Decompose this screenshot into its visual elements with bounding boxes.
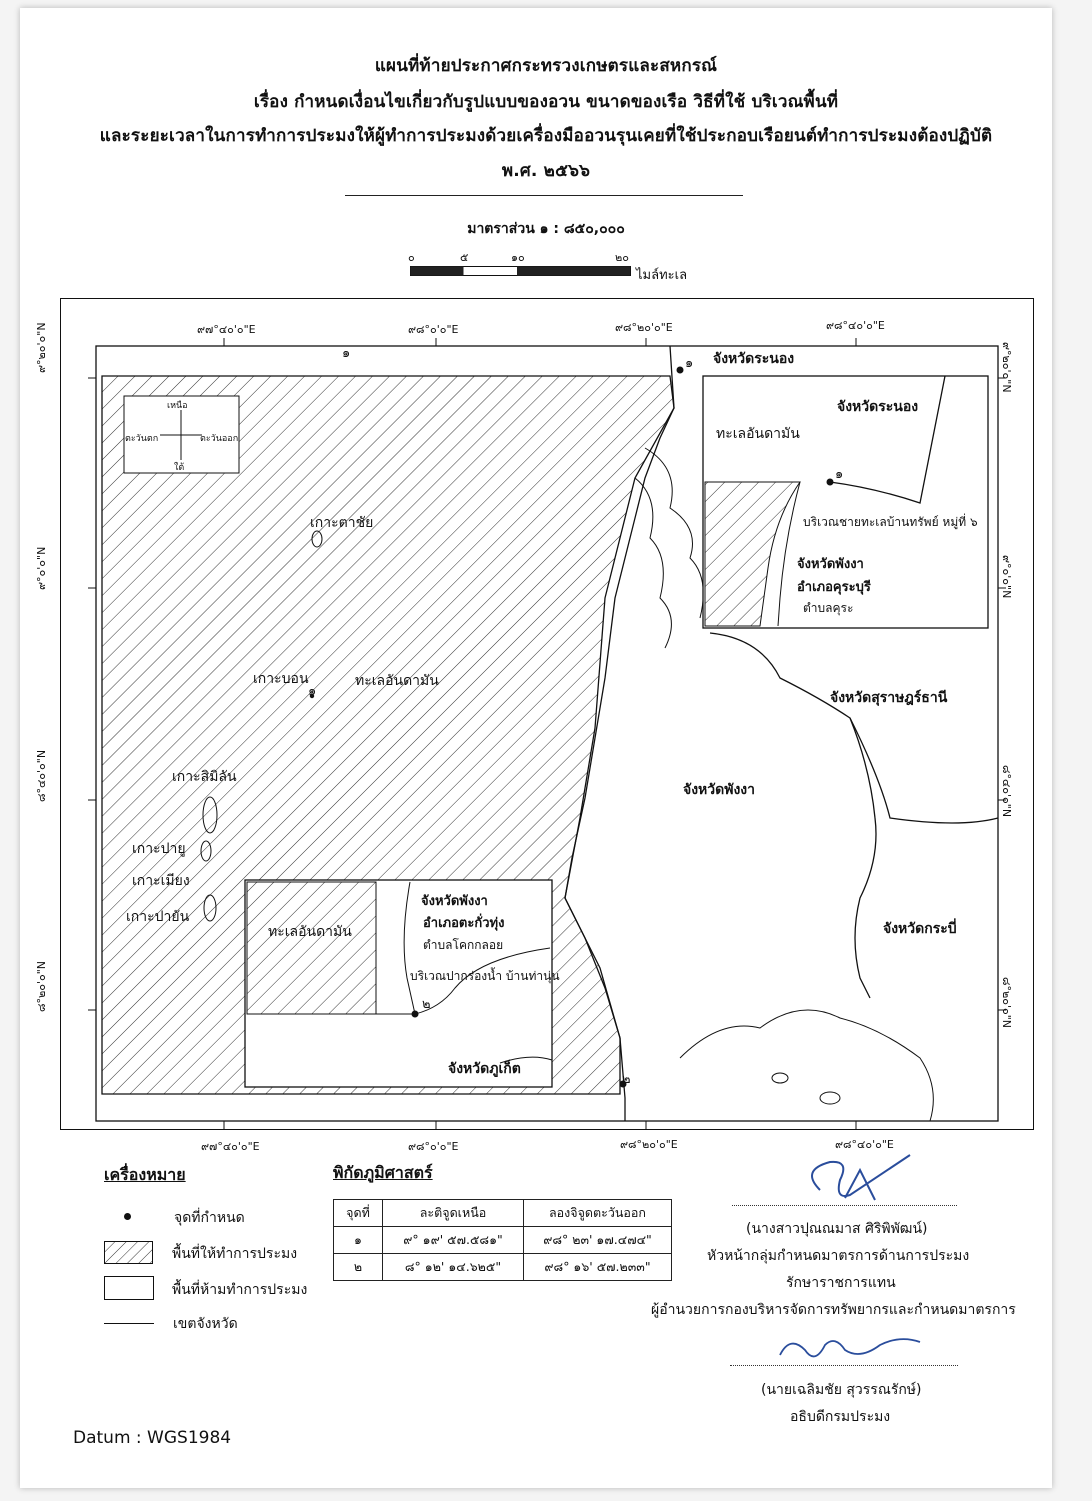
left-coord-4: ๘°๒๐'๐"N [35, 961, 48, 1012]
top-coord-2: ๙๘°๐'๐"E [408, 323, 459, 336]
signature-2-image [770, 1330, 930, 1370]
title-line-4: พ.ศ. ๒๕๖๖ [501, 161, 591, 181]
bottom-coord-2: ๙๘°๐'๐"E [408, 1140, 459, 1153]
table-row [334, 1227, 672, 1254]
label-surat: จังหวัดสุราษฎร์ธานี [830, 690, 948, 706]
coords-cell: ๙° ๑๙' ๕๗.๕๘๑" [383, 1227, 524, 1254]
top-coord-4: ๙๘°๔๐'๐"E [826, 319, 885, 332]
table-row [334, 1254, 672, 1281]
signature-2-title: อธิบดีกรมประมง [790, 1409, 891, 1425]
scale-tick-0: ๐ [408, 251, 415, 264]
coords-cell: ๒ [334, 1254, 383, 1281]
scale-label: มาตราส่วน ๑ : ๘๕๐,๐๐๐ [467, 221, 625, 237]
label-krabi: จังหวัดกระบี่ [883, 921, 957, 937]
label-andaman: ทะเลอันดามัน [355, 673, 439, 689]
legend-allowed-symbol [104, 1241, 154, 1265]
left-coord-3: ๘°๔๐'๐"N [35, 749, 48, 802]
legend-point-label: จุดที่กำหนด [174, 1210, 245, 1226]
compass-south: ใต้ [174, 463, 185, 473]
signature-2-name: (นายเฉลิมชัย สุวรรณรักษ์) [761, 1382, 922, 1398]
bottom-coord-3: ๙๘°๒๐'๐"E [620, 1138, 678, 1151]
label-bon-point: ๑ [308, 684, 317, 699]
title-line-1: แผนที่ท้ายประกาศกระทรวงเกษตรและสหกรณ์ [374, 56, 718, 76]
inset1-area: บริเวณชายทะเลบ้านทรัพย์ หมู่ที่ ๖ [803, 515, 978, 529]
legend-point-symbol [124, 1213, 131, 1220]
inset1-district: อำเภอคุระบุรี [797, 580, 871, 595]
inset1-subdistrict: ตำบลคุระ [803, 601, 854, 615]
right-coord-2: ๙°๐'๐"N [1000, 555, 1013, 599]
signature-1-position: หัวหน้ากลุ่มกำหนดมาตรการด้านการประมง [707, 1248, 970, 1264]
signature-1-acting: รักษาราชการแทน [786, 1275, 896, 1291]
label-point-1-top: ๑ [342, 346, 351, 361]
compass-north: เหนือ [167, 401, 188, 411]
map-canvas [60, 298, 1034, 1130]
legend-allowed-label: พื้นที่ให้ทำการประมง [172, 1246, 298, 1262]
inset2-subdistrict: ตำบลโคกกลอย [423, 938, 504, 952]
bottom-coord-4: ๙๘°๔๐'๐"E [835, 1138, 894, 1151]
label-ko-payu: เกาะปายู [132, 841, 186, 857]
compass-west: ตะวันตก [125, 434, 159, 444]
coords-header-lat: ละติจูดเหนือ [383, 1200, 524, 1227]
signature-1-line [732, 1205, 957, 1206]
coords-header-lon: ลองจิจูดตะวันออก [524, 1200, 672, 1227]
legend-boundary-label: เขตจังหวัด [173, 1316, 238, 1332]
scale-tick-10: ๑๐ [511, 251, 525, 264]
coords-header-row [334, 1200, 672, 1227]
coords-cell: ๑ [334, 1227, 383, 1254]
scale-unit: ไมล์ทะเล [636, 268, 688, 283]
title-rule [345, 195, 743, 196]
top-coord-3: ๙๘°๒๐'๐"E [615, 321, 673, 334]
signature-2-line [730, 1365, 958, 1366]
compass-east: ตะวันออก [200, 434, 239, 444]
top-coord-1: ๙๗°๔๐'๐"E [197, 323, 256, 336]
right-coord-4: ๘°๒๐'๐"N [1000, 977, 1013, 1028]
coords-header-point: จุดที่ [334, 1200, 383, 1227]
inset2-area: บริเวณปากร่องน้ำ บ้านท่านุ่น [410, 969, 560, 983]
coords-title: พิกัดภูมิศาสตร์ [333, 1163, 433, 1182]
legend-boundary-symbol [104, 1323, 154, 1324]
signature-1-acting-for: ผู้อำนวยการกองบริหารจัดการทรัพยากรและกำหนดมาตรการ [651, 1302, 1016, 1318]
inset1-province: จังหวัดพังงา [797, 557, 864, 572]
title-line-2: เรื่อง กำหนดเงื่อนไขเกี่ยวกับรูปแบบของอวน ขนาดของเรือ วิธีที่ใช้ บริเวณพื้นที่ [253, 92, 839, 112]
right-coord-1: ๙°๒๐'๐"N [1000, 342, 1013, 393]
coords-cell: ๘° ๑๒' ๑๔.๖๒๕" [383, 1254, 524, 1281]
label-ko-miang: เกาะเมียง [132, 873, 190, 889]
label-ko-similan: เกาะสิมิลัน [172, 769, 237, 785]
label-ko-ta-chai: เกาะตาชัย [310, 515, 374, 531]
inset1-ranong: จังหวัดระนอง [837, 399, 919, 415]
label-point-1: ๑ [685, 356, 694, 371]
datum-label: Datum : WGS1984 [73, 1428, 232, 1448]
inset2-district: อำเภอตะกั่วทุ่ง [423, 916, 505, 931]
label-phangnga: จังหวัดพังงา [683, 782, 755, 798]
coords-cell: ๙๘° ๑๖' ๕๗.๒๓๓" [524, 1254, 672, 1281]
scale-tick-20: ๒๐ [615, 251, 629, 264]
inset1-point: ๑ [835, 467, 844, 482]
scale-tick-5: ๕ [460, 251, 469, 264]
left-coord-1: ๙°๒๐'๐"N [35, 322, 48, 373]
left-coord-2: ๙°๐'๐"N [35, 546, 48, 590]
signature-1-name: (นางสาวปุณณมาส ศิริพิพัฒน์) [746, 1221, 928, 1237]
inset2-sea: ทะเลอันดามัน [268, 924, 352, 940]
bottom-coord-1: ๙๗°๔๐'๐"E [201, 1140, 260, 1153]
legend-prohibited-label: พื้นที่ห้ามทำการประมง [172, 1282, 308, 1298]
inset2-point: ๒ [422, 997, 431, 1012]
coords-cell: ๙๘° ๒๓' ๑๗.๔๗๔" [524, 1227, 672, 1254]
legend-prohibited-symbol [104, 1276, 154, 1300]
inset2-phuket: จังหวัดภูเก็ต [448, 1061, 521, 1077]
coords-table [333, 1199, 672, 1281]
label-ko-bon: เกาะบอน [253, 671, 309, 687]
signature-1-image [790, 1150, 920, 1210]
label-ko-payan: เกาะปายัน [126, 909, 190, 925]
inset1-sea: ทะเลอันดามัน [716, 426, 800, 442]
label-ranong-top: จังหวัดระนอง [713, 351, 795, 367]
label-point-2: ๒ [622, 1072, 631, 1087]
right-coord-3: ๘°๔๐'๐"N [1000, 765, 1013, 818]
scale-bar [410, 266, 632, 280]
legend-title: เครื่องหมาย [104, 1165, 186, 1184]
title-line-3: และระยะเวลาในการทำการประมงให้ผู้ทำการประมงด้วยเครื่องมืออวนรุนเคยที่ใช้ประกอบเรือยนต์ทำการประมงต้องปฏิบัติ [99, 126, 993, 146]
inset2-province: จังหวัดพังงา [421, 894, 488, 909]
